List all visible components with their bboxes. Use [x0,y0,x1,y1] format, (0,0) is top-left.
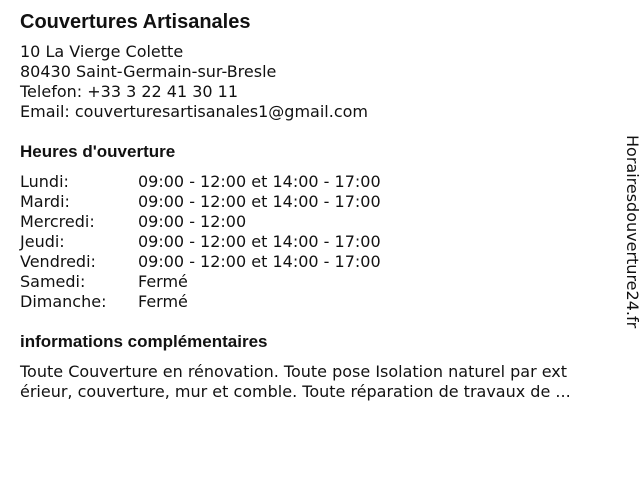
street-address: 10 La Vierge Colette [20,42,184,61]
day-label: Samedi: [20,272,86,291]
hours-row-sunday [20,292,620,312]
hours-row-wednesday [20,212,620,232]
day-label: Dimanche: [20,292,107,311]
day-hours: 09:00 - 12:00 et 14:00 - 17:00 [138,232,381,251]
day-hours: 09:00 - 12:00 [138,212,247,231]
hours-row-saturday [20,272,620,292]
day-hours: Fermé [138,272,188,291]
contact-block [20,42,620,122]
hours-row-monday [20,172,620,192]
day-hours: Fermé [138,292,188,311]
hours-row-friday [20,252,620,272]
day-label: Jeudi: [20,232,65,251]
business-card [20,10,620,402]
day-label: Mercredi: [20,212,95,231]
opening-hours-table [20,172,620,312]
additional-info-text: Toute Couverture en rénovation. Toute pose Isolation naturel par ext érieur, couverture, mur et comble. Toute réparation de travaux de ... [20,362,571,401]
opening-hours-heading: Heures d'ouverture [20,142,176,161]
additional-info-heading: informations complémentaires [20,332,268,351]
email-address: Email: couverturesartisanales1@gmail.com [20,102,368,121]
day-hours: 09:00 - 12:00 et 14:00 - 17:00 [138,192,381,211]
day-label: Lundi: [20,172,69,191]
site-watermark: Horairesdouverture24.fr [623,135,642,329]
phone-number: Telefon: +33 3 22 41 30 11 [20,82,239,101]
day-hours: 09:00 - 12:00 et 14:00 - 17:00 [138,252,381,271]
day-label: Mardi: [20,192,70,211]
day-hours: 09:00 - 12:00 et 14:00 - 17:00 [138,172,381,191]
hours-row-thursday [20,232,620,252]
day-label: Vendredi: [20,252,96,271]
business-name: Couvertures Artisanales [20,11,251,33]
city-address: 80430 Saint-Germain-sur-Bresle [20,62,277,81]
hours-row-tuesday [20,192,620,212]
